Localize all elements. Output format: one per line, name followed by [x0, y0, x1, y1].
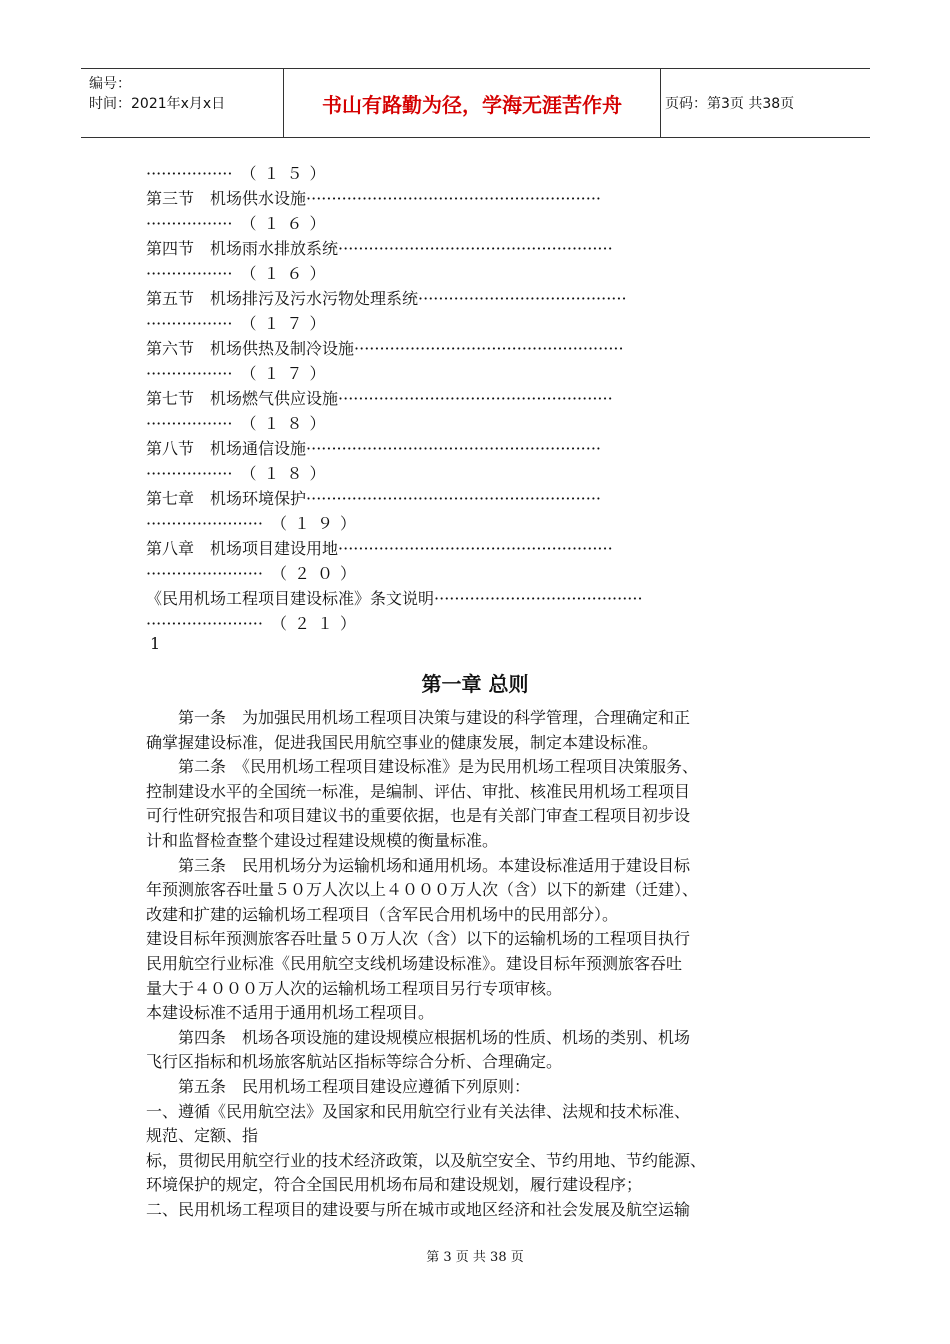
toc-continuation: ················· （１５）: [146, 164, 333, 183]
toc-entry-title: 《民用机场工程项目建设标准》条文说明·········································: [146, 589, 643, 608]
body-line: 建设目标年预测旅客吞吐量５０万人次（含）以下的运输机场的工程项目执行: [146, 929, 691, 949]
body-line: 飞行区指标和机场旅客航站区指标等综合分析、合理确定。: [146, 1052, 563, 1072]
toc-entry-title: 第八章 机场项目建设用地······················································: [146, 539, 613, 558]
chapter-title: 第一章 总则: [421, 672, 529, 696]
toc-entry-page: ······················· （２０）: [146, 564, 364, 583]
time-label: 时间：2021年x月x日: [89, 96, 226, 112]
table-of-contents: [146, 161, 796, 636]
toc-page: （１５）: [248, 164, 333, 183]
toc-entry-page: ················· （１７）: [146, 364, 333, 383]
toc-entry-title: 第四节 机场雨水排放系统······················································: [146, 239, 613, 258]
body-line: 第三条 民用机场分为运输机场和通用机场。本建设标准适用于建设目标: [146, 855, 691, 875]
toc-entry-title: 第六节 机场供热及制冷设施·····················································: [146, 339, 624, 358]
body-text: [146, 706, 806, 1222]
header-table: [81, 68, 870, 138]
toc-entry-title: 第三节 机场供水设施··························································: [146, 189, 601, 208]
header-motto-cell: [283, 69, 661, 137]
body-line: 规范、定额、指: [146, 1126, 259, 1146]
toc-entry-title: 第五节 机场排污及污水污物处理系统·········································: [146, 289, 627, 308]
body-line: 可行性研究报告和项目建议书的重要依据，也是有关部门审查工程项目初步设: [146, 806, 691, 826]
motto-text: 书山有路勤为径，学海无涯苦作舟: [322, 92, 622, 117]
toc-entry-page: ················· （１８）: [146, 464, 333, 483]
body-line: 确掌握建设标准，促进我国民用航空事业的健康发展，制定本建设标准。: [146, 732, 659, 752]
header-page-cell: [661, 69, 874, 137]
toc-entry-title: 第八节 机场通信设施··························································: [146, 439, 601, 458]
toc-entry-page: ················· （１７）: [146, 314, 333, 333]
toc-entry-page: ······················· （２１）: [146, 614, 364, 633]
body-line: 量大于４０００万人次的运输机场工程项目另行专项审核。: [146, 978, 563, 998]
body-line: 二、民用机场工程项目的建设要与所在城市或地区经济和社会发展及航空运输: [146, 1199, 691, 1219]
toc-entry-title: 第七章 机场环境保护··························································: [146, 489, 601, 508]
page-label: 页码：第3页 共38页: [665, 96, 795, 112]
body-line: 一、遵循《民用航空法》及国家和民用航空行业有关法律、法规和技术标准、: [146, 1101, 691, 1121]
body-line: 民用航空行业标准《民用航空支线机场建设标准》。建设目标年预测旅客吞吐: [146, 953, 683, 973]
body-line: 环境保护的规定，符合全国民用机场布局和建设规划，履行建设程序；: [146, 1175, 643, 1195]
page-marker: 1: [150, 634, 161, 653]
toc-entry-title: 第七节 机场燃气供应设施······················································: [146, 389, 613, 408]
page-footer: 第 3 页 共 38 页: [426, 1250, 524, 1265]
number-label: 编号：: [89, 76, 131, 92]
header-meta-cell: [81, 69, 283, 137]
toc-entry-page: ················· （１６）: [146, 264, 333, 283]
body-line: 第四条 机场各项设施的建设规模应根据机场的性质、机场的类别、机场: [146, 1027, 691, 1047]
body-line: 计和监督检查整个建设过程建设规模的衡量标准。: [146, 830, 499, 850]
toc-entry-page: ················· （１６）: [146, 214, 333, 233]
body-line: 年预测旅客吞吐量５０万人次以上４０００万人次（含）以下的新建（迁建）、: [146, 880, 699, 900]
body-line: 改建和扩建的运输机场工程项目（含军民合用机场中的民用部分）。: [146, 904, 619, 924]
toc-entry-page: ······················· （１９）: [146, 514, 364, 533]
body-line: 第五条 民用机场工程项目建设应遵循下列原则：: [146, 1076, 531, 1096]
body-line: 本建设标准不适用于通用机场工程项目。: [146, 1003, 435, 1023]
body-line: 控制建设水平的全国统一标准，是编制、评估、审批、核准民用机场工程项目: [146, 781, 691, 801]
body-line: 第一条 为加强民用机场工程项目决策与建设的科学管理，合理确定和正: [146, 708, 691, 727]
toc-entry-page: ················· （１８）: [146, 414, 333, 433]
body-line: 第二条 《民用机场工程项目建设标准》是为民用机场工程项目决策服务、: [146, 757, 699, 777]
body-line: 标，贯彻民用航空行业的技术经济政策，以及航空安全、节约用地、节约能源、: [146, 1150, 707, 1170]
